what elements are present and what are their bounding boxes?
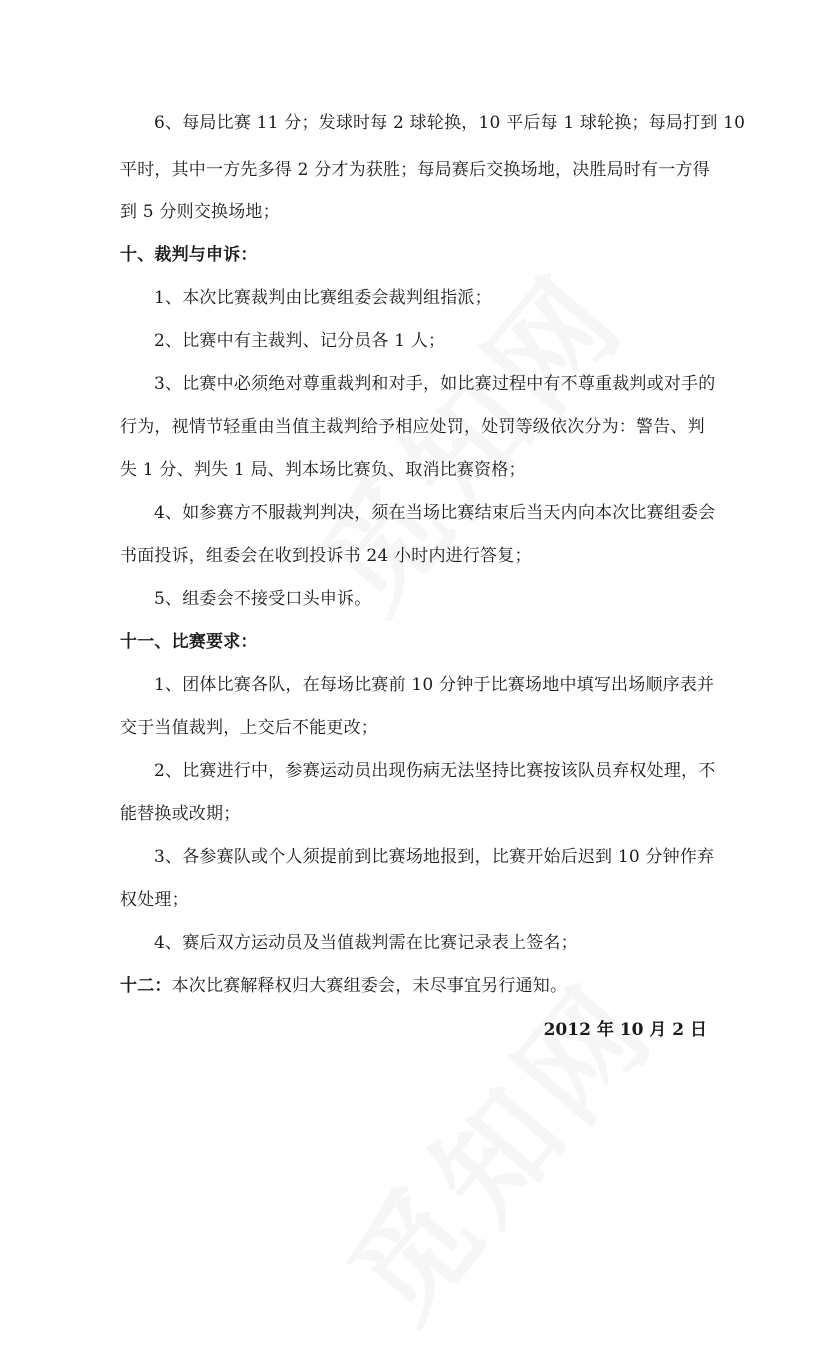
paragraph-line: 到 5 分则交换场地； <box>120 202 280 222</box>
closing-text: 本次比赛解释权归大赛组委会，未尽事宜另行通知。 <box>171 976 568 996</box>
paragraph-line: 2、比赛中有主裁判、记分员各 1 人； <box>154 331 446 351</box>
paragraph-line: 能替换或改期； <box>120 804 241 824</box>
closing-statement <box>120 974 720 998</box>
paragraph-line: 失 1 分、判失 1 局、判本场比赛负、取消比赛资格； <box>120 460 526 480</box>
section-label: 十二： <box>120 976 172 996</box>
document-date: 2012 年 10 月 2 日 <box>543 1020 707 1040</box>
paragraph-line: 6、每局比赛 11 分；发球时每 2 球轮换，10 平后每 1 球轮换；每局打到 10 <box>154 113 746 133</box>
paragraph-line: 权处理； <box>120 890 189 910</box>
paragraph-line: 行为，视情节轻重由当值主裁判给予相应处罚，处罚等级依次分为：警告、判 <box>120 417 705 437</box>
paragraph-line: 1、本次比赛裁判由比赛组委会裁判组指派； <box>154 288 492 308</box>
paragraph-line: 3、比赛中必须绝对尊重裁判和对手，如比赛过程中有不尊重裁判或对手的 <box>154 374 716 394</box>
paragraph-line: 4、如参赛方不服裁判判决，须在当场比赛结束后当天内向本次比赛组委会 <box>154 503 716 523</box>
watermark <box>304 941 686 1350</box>
paragraph-line: 书面投诉，组委会在收到投诉书 24 小时内进行答复； <box>120 546 532 566</box>
paragraph-line: 2、比赛进行中，参赛运动员出现伤病无法坚持比赛按该队员弃权处理，不 <box>154 761 716 781</box>
paragraph-line: 5、组委会不接受口头申诉。 <box>154 589 372 609</box>
paragraph-line: 1、团体比赛各队，在每场比赛前 10 分钟于比赛场地中填写出场顺序表并 <box>154 675 715 695</box>
paragraph-line: 交于当值裁判，上交后不能更改； <box>120 718 378 738</box>
section-heading: 十一、比赛要求： <box>120 632 258 652</box>
paragraph-line: 3、各参赛队或个人须提前到比赛场地报到，比赛开始后迟到 10 分钟作弃 <box>154 847 715 867</box>
section-heading: 十、裁判与申诉： <box>120 245 258 265</box>
paragraph-line: 平时，其中一方先多得 2 分才为获胜；每局赛后交换场地，决胜局时有一方得 <box>120 160 710 180</box>
paragraph-line: 4、赛后双方运动员及当值裁判需在比赛记录表上签名； <box>154 933 578 953</box>
